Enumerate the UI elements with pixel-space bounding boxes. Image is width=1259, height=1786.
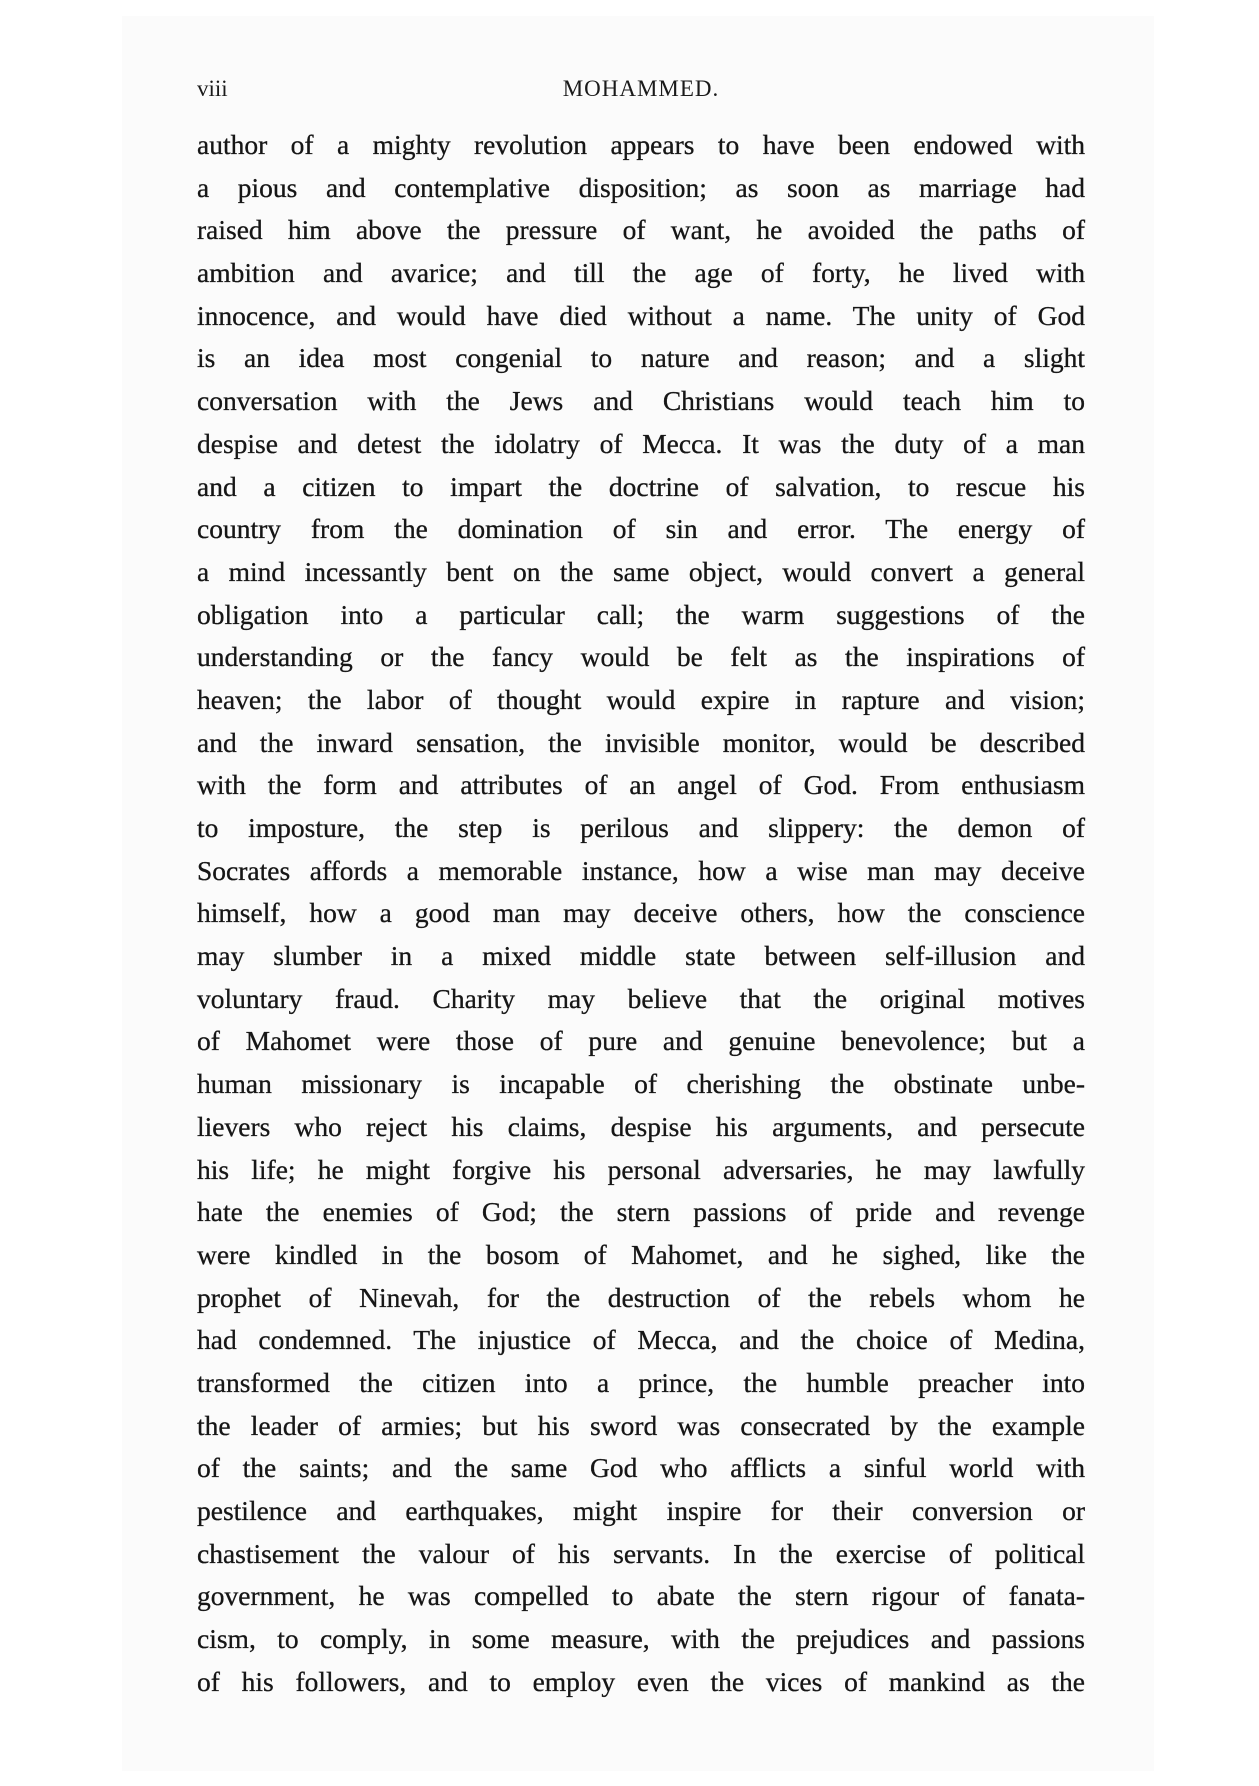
text-line: human missionary is incapable of cherishing the obstinate unbe- [197, 1068, 1085, 1100]
text-line: transformed the citizen into a prince, the humble preacher into [197, 1366, 1085, 1398]
text-line: to imposture, the step is perilous and slippery: the demon of [197, 812, 1085, 843]
text-line: raised him above the pressure of want, he avoided the paths of [197, 214, 1085, 246]
text-line: his life; he might forgive his personal adversaries, he may lawfully [197, 1153, 1085, 1185]
page-number: viii [197, 76, 228, 101]
text-line: despise and detest the idolatry of Mecca. It was the duty of a man [197, 427, 1085, 459]
text-line: Socrates affords a memorable instance, how a wise man may deceive [197, 854, 1085, 886]
text-line: voluntary fraud. Charity may believe that the original motives [197, 982, 1085, 1014]
text-line: obligation into a particular call; the warm suggestions of the [197, 598, 1085, 630]
text-line: heaven; the labor of thought would expire in rapture and vision; [197, 683, 1085, 715]
text-line: of his followers, and to employ even the vices of mankind as the [197, 1665, 1085, 1697]
text-line: hate the enemies of God; the stern passions of pride and revenge [197, 1196, 1085, 1228]
text-line: chastisement the valour of his servants. In the exercise of political [197, 1537, 1085, 1569]
text-line: author of a mighty revolution appears to have been endowed with [197, 129, 1085, 160]
text-line: cism, to comply, in some measure, with the prejudices and passions [197, 1623, 1085, 1655]
text-line: is an idea most congenial to nature and reason; and a slight [197, 342, 1085, 374]
page-header [197, 76, 1085, 110]
text-line: had condemned. The injustice of Mecca, and the choice of Medina, [197, 1324, 1085, 1356]
text-line: himself, how a good man may deceive others, how the conscience [197, 897, 1085, 929]
running-title: MOHAMMED. [562, 76, 720, 101]
text-line: government, he was compelled to abate the stern rigour of fanata- [197, 1580, 1085, 1612]
text-line: of the saints; and the same God who afflicts a sinful world with [197, 1452, 1085, 1484]
text-line: a mind incessantly bent on the same object, would convert a general [197, 555, 1085, 587]
text-line: conversation with the Jews and Christians would teach him to [197, 385, 1085, 417]
text-line: may slumber in a mixed middle state between self-illusion and [197, 940, 1085, 972]
text-line: the leader of armies; but his sword was consecrated by the example [197, 1409, 1085, 1441]
text-line: prophet of Ninevah, for the destruction of the rebels whom he [197, 1281, 1085, 1313]
text-line: lievers who reject his claims, despise his arguments, and persecute [197, 1110, 1085, 1142]
text-line: and the inward sensation, the invisible monitor, would be described [197, 726, 1085, 758]
text-line: with the form and attributes of an angel of God. From enthusiasm [197, 769, 1085, 801]
text-line: pestilence and earthquakes, might inspire for their conversion or [197, 1495, 1085, 1526]
text-line: a pious and contemplative disposition; as soon as marriage had [197, 171, 1085, 203]
text-line: were kindled in the bosom of Mahomet, and he sighed, like the [197, 1238, 1085, 1270]
text-line: innocence, and would have died without a name. The unity of God [197, 299, 1085, 331]
text-line: of Mahomet were those of pure and genuine benevolence; but a [197, 1025, 1085, 1057]
text-line: ambition and avarice; and till the age of forty, he lived with [197, 257, 1085, 289]
body-text [197, 124, 1085, 1703]
text-line: understanding or the fancy would be felt as the inspirations of [197, 641, 1085, 673]
text-line: and a citizen to impart the doctrine of salvation, to rescue his [197, 470, 1085, 502]
text-line: country from the domination of sin and error. The energy of [197, 513, 1085, 545]
